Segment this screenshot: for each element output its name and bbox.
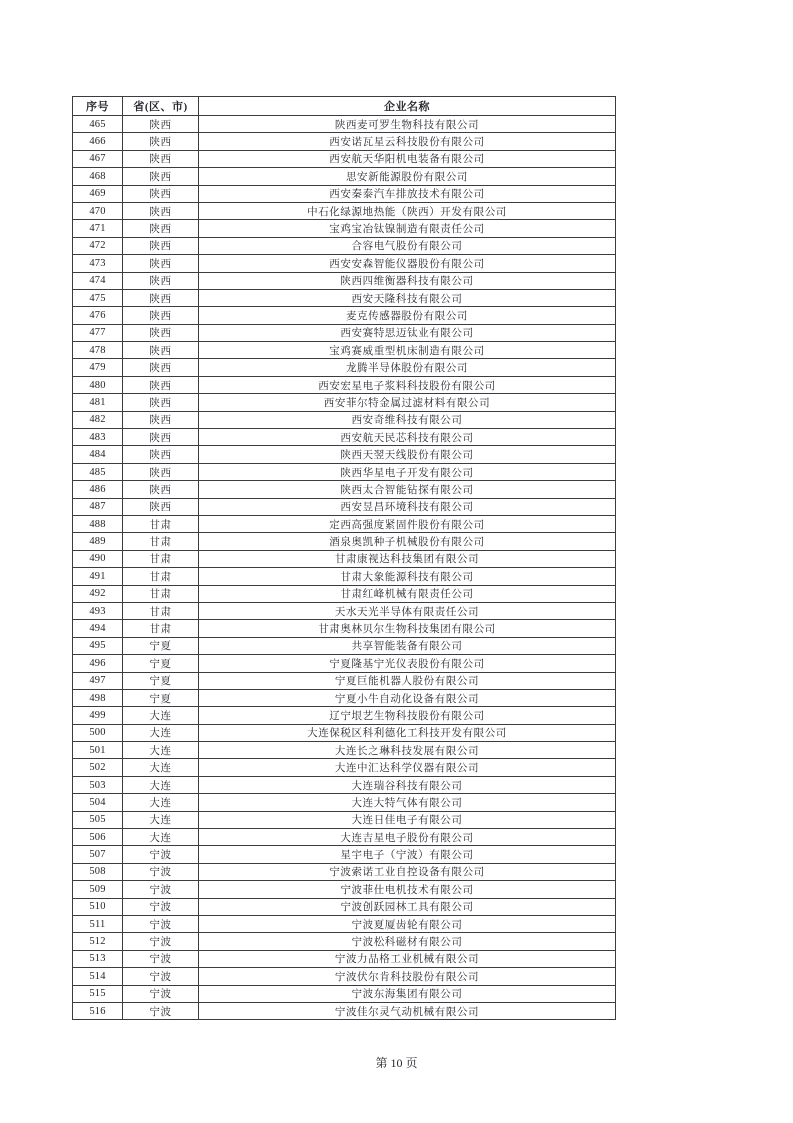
row-no-cell: 509 [73,881,123,898]
table-row [73,637,616,654]
row-company-cell: 西安秦泰汽车排放技术有限公司 [199,185,616,202]
row-province-cell: 甘肃 [123,568,199,585]
row-no-cell: 499 [73,707,123,724]
row-province-cell: 甘肃 [123,620,199,637]
table-row [73,794,616,811]
table-row [73,116,616,133]
row-no-cell: 514 [73,968,123,985]
row-company-cell: 星宇电子（宁波）有限公司 [199,846,616,863]
table-row [73,550,616,567]
row-company-cell: 思安新能源股份有限公司 [199,168,616,185]
row-province-cell: 甘肃 [123,585,199,602]
row-company-cell: 陕西太合智能钻探有限公司 [199,481,616,498]
row-province-cell: 陕西 [123,376,199,393]
row-no-cell: 485 [73,463,123,480]
row-company-cell: 定西高强度紧固件股份有限公司 [199,515,616,532]
row-company-cell: 宁波索诺工业自控设备有限公司 [199,863,616,880]
table-row [73,237,616,254]
row-no-cell: 500 [73,724,123,741]
row-company-cell: 宁波伏尔肯科技股份有限公司 [199,968,616,985]
row-company-cell: 宝鸡宝冶钛镍制造有限责任公司 [199,220,616,237]
table-header-row [73,97,616,116]
row-no-cell: 515 [73,985,123,1002]
table-row [73,915,616,932]
table-row [73,185,616,202]
row-company-cell: 合容电气股份有限公司 [199,237,616,254]
row-province-cell: 甘肃 [123,550,199,567]
row-province-cell: 陕西 [123,220,199,237]
row-company-cell: 宁波力品格工业机械有限公司 [199,950,616,967]
row-no-cell: 473 [73,255,123,272]
row-no-cell: 506 [73,829,123,846]
row-company-cell: 西安航天华阳机电装备有限公司 [199,150,616,167]
row-province-cell: 宁波 [123,915,199,932]
row-province-cell: 陕西 [123,394,199,411]
row-province-cell: 宁夏 [123,689,199,706]
row-company-cell: 宁波佳尔灵气动机械有限公司 [199,1002,616,1019]
table-row [73,1002,616,1019]
row-no-cell: 489 [73,533,123,550]
row-province-cell: 陕西 [123,498,199,515]
row-no-cell: 496 [73,655,123,672]
table-row [73,394,616,411]
row-no-cell: 468 [73,168,123,185]
table-row [73,411,616,428]
table-row [73,968,616,985]
table-row [73,515,616,532]
row-province-cell: 甘肃 [123,602,199,619]
row-province-cell: 陕西 [123,185,199,202]
row-province-cell: 陕西 [123,116,199,133]
table-row [73,620,616,637]
row-no-cell: 465 [73,116,123,133]
row-no-cell: 479 [73,359,123,376]
row-province-cell: 陕西 [123,446,199,463]
row-province-cell: 宁波 [123,933,199,950]
row-no-cell: 474 [73,272,123,289]
row-province-cell: 宁波 [123,898,199,915]
table-row [73,272,616,289]
row-province-cell: 陕西 [123,359,199,376]
row-province-cell: 宁波 [123,950,199,967]
row-company-cell: 麦克传感器股份有限公司 [199,307,616,324]
table-row [73,255,616,272]
table-row [73,724,616,741]
row-company-cell: 大连吉星电子股份有限公司 [199,829,616,846]
page-footer [0,1054,793,1071]
row-province-cell: 大连 [123,776,199,793]
row-company-cell: 辽宁垠艺生物科技股份有限公司 [199,707,616,724]
row-company-cell: 宁波创跃园林工具有限公司 [199,898,616,915]
row-province-cell: 陕西 [123,202,199,219]
row-province-cell: 大连 [123,811,199,828]
row-province-cell: 宁波 [123,968,199,985]
row-no-cell: 504 [73,794,123,811]
table-row [73,463,616,480]
table-row [73,446,616,463]
row-company-cell: 宁夏巨能机器人股份有限公司 [199,672,616,689]
table-row [73,985,616,1002]
row-no-cell: 483 [73,429,123,446]
row-company-cell: 西安昱昌环境科技有限公司 [199,498,616,515]
table-row [73,846,616,863]
row-company-cell: 西安宏星电子浆料科技股份有限公司 [199,376,616,393]
row-no-cell: 471 [73,220,123,237]
row-province-cell: 甘肃 [123,533,199,550]
row-province-cell: 大连 [123,742,199,759]
row-company-cell: 陕西麦可罗生物科技有限公司 [199,116,616,133]
row-province-cell: 宁波 [123,863,199,880]
table-row [73,481,616,498]
row-no-cell: 510 [73,898,123,915]
row-no-cell: 507 [73,846,123,863]
row-company-cell: 陕西四维衡器科技有限公司 [199,272,616,289]
row-province-cell: 陕西 [123,272,199,289]
row-no-cell: 512 [73,933,123,950]
row-company-cell: 宁夏小牛自动化设备有限公司 [199,689,616,706]
row-company-cell: 大连瑞谷科技有限公司 [199,776,616,793]
row-company-cell: 天水天光半导体有限责任公司 [199,602,616,619]
column-header-no: 序号 [73,97,123,116]
row-province-cell: 陕西 [123,237,199,254]
table-row [73,689,616,706]
row-province-cell: 陕西 [123,324,199,341]
row-company-cell: 西安奇维科技有限公司 [199,411,616,428]
row-no-cell: 501 [73,742,123,759]
row-province-cell: 陕西 [123,133,199,150]
row-company-cell: 中石化绿源地热能（陕西）开发有限公司 [199,202,616,219]
row-company-cell: 宁波松科磁材有限公司 [199,933,616,950]
row-no-cell: 488 [73,515,123,532]
row-province-cell: 宁波 [123,881,199,898]
row-company-cell: 大连大特气体有限公司 [199,794,616,811]
row-no-cell: 477 [73,324,123,341]
row-company-cell: 宁波夏厦齿轮有限公司 [199,915,616,932]
row-no-cell: 466 [73,133,123,150]
row-province-cell: 陕西 [123,429,199,446]
row-no-cell: 469 [73,185,123,202]
row-no-cell: 475 [73,289,123,306]
row-company-cell: 甘肃奥林贝尔生物科技集团有限公司 [199,620,616,637]
row-no-cell: 478 [73,342,123,359]
row-province-cell: 大连 [123,759,199,776]
table-row [73,359,616,376]
row-no-cell: 495 [73,637,123,654]
table-row [73,933,616,950]
row-province-cell: 陕西 [123,481,199,498]
table-row [73,289,616,306]
row-company-cell: 西安天隆科技有限公司 [199,289,616,306]
row-province-cell: 陕西 [123,342,199,359]
row-no-cell: 472 [73,237,123,254]
row-province-cell: 陕西 [123,255,199,272]
row-no-cell: 508 [73,863,123,880]
row-company-cell: 共享智能装备有限公司 [199,637,616,654]
row-province-cell: 大连 [123,829,199,846]
row-province-cell: 陕西 [123,150,199,167]
row-province-cell: 陕西 [123,463,199,480]
row-no-cell: 513 [73,950,123,967]
row-province-cell: 大连 [123,724,199,741]
table-row [73,568,616,585]
row-company-cell: 龙腾半导体股份有限公司 [199,359,616,376]
row-company-cell: 西安航天民芯科技有限公司 [199,429,616,446]
row-company-cell: 大连日佳电子有限公司 [199,811,616,828]
row-company-cell: 宁波菲仕电机技术有限公司 [199,881,616,898]
table-row [73,742,616,759]
table-row [73,950,616,967]
row-province-cell: 宁波 [123,1002,199,1019]
row-province-cell: 陕西 [123,411,199,428]
table-row [73,307,616,324]
table-row [73,655,616,672]
table-row [73,342,616,359]
table-row [73,898,616,915]
table-row [73,150,616,167]
row-no-cell: 494 [73,620,123,637]
row-company-cell: 陕西天翌天线股份有限公司 [199,446,616,463]
row-no-cell: 491 [73,568,123,585]
row-no-cell: 493 [73,602,123,619]
row-company-cell: 甘肃红峰机械有限责任公司 [199,585,616,602]
row-no-cell: 502 [73,759,123,776]
table-row [73,759,616,776]
row-no-cell: 487 [73,498,123,515]
row-province-cell: 宁波 [123,846,199,863]
table-row [73,168,616,185]
table-row [73,863,616,880]
row-company-cell: 大连长之琳科技发展有限公司 [199,742,616,759]
table-row [73,202,616,219]
table-row [73,220,616,237]
table-row [73,707,616,724]
row-no-cell: 482 [73,411,123,428]
page-number: 第 10 页 [375,1056,418,1070]
row-province-cell: 甘肃 [123,515,199,532]
row-no-cell: 497 [73,672,123,689]
row-company-cell: 西安安森智能仪器股份有限公司 [199,255,616,272]
table-body [73,116,616,1020]
column-header-province: 省(区、市) [123,97,199,116]
row-company-cell: 宝鸡赛威重型机床制造有限公司 [199,342,616,359]
row-province-cell: 大连 [123,794,199,811]
row-company-cell: 西安赛特思迈钛业有限公司 [199,324,616,341]
table-row [73,585,616,602]
row-company-cell: 大连保税区科利德化工科技开发有限公司 [199,724,616,741]
table-row [73,811,616,828]
row-no-cell: 505 [73,811,123,828]
row-province-cell: 宁波 [123,985,199,1002]
row-company-cell: 甘肃康视达科技集团有限公司 [199,550,616,567]
row-no-cell: 486 [73,481,123,498]
row-province-cell: 陕西 [123,168,199,185]
table-row [73,602,616,619]
row-company-cell: 宁波东海集团有限公司 [199,985,616,1002]
row-province-cell: 宁夏 [123,672,199,689]
row-no-cell: 490 [73,550,123,567]
table-row [73,376,616,393]
row-province-cell: 大连 [123,707,199,724]
table-row [73,672,616,689]
table-row [73,498,616,515]
company-table [72,96,616,1020]
table-row [73,429,616,446]
row-no-cell: 516 [73,1002,123,1019]
row-company-cell: 大连中汇达科学仪器有限公司 [199,759,616,776]
row-company-cell: 甘肃大象能源科技有限公司 [199,568,616,585]
table-row [73,133,616,150]
table-row [73,829,616,846]
row-company-cell: 陕西华星电子开发有限公司 [199,463,616,480]
row-no-cell: 481 [73,394,123,411]
row-no-cell: 470 [73,202,123,219]
row-no-cell: 511 [73,915,123,932]
row-province-cell: 宁夏 [123,655,199,672]
row-company-cell: 西安诺瓦星云科技股份有限公司 [199,133,616,150]
row-no-cell: 484 [73,446,123,463]
row-company-cell: 酒泉奥凯种子机械股份有限公司 [199,533,616,550]
table-row [73,324,616,341]
column-header-company: 企业名称 [199,97,616,116]
table-row [73,776,616,793]
row-no-cell: 467 [73,150,123,167]
row-province-cell: 宁夏 [123,637,199,654]
row-province-cell: 陕西 [123,307,199,324]
row-company-cell: 西安菲尔特金属过滤材料有限公司 [199,394,616,411]
row-no-cell: 480 [73,376,123,393]
row-province-cell: 陕西 [123,289,199,306]
row-no-cell: 503 [73,776,123,793]
table-row [73,533,616,550]
row-company-cell: 宁夏隆基宁光仪表股份有限公司 [199,655,616,672]
row-no-cell: 492 [73,585,123,602]
row-no-cell: 476 [73,307,123,324]
row-no-cell: 498 [73,689,123,706]
table-row [73,881,616,898]
